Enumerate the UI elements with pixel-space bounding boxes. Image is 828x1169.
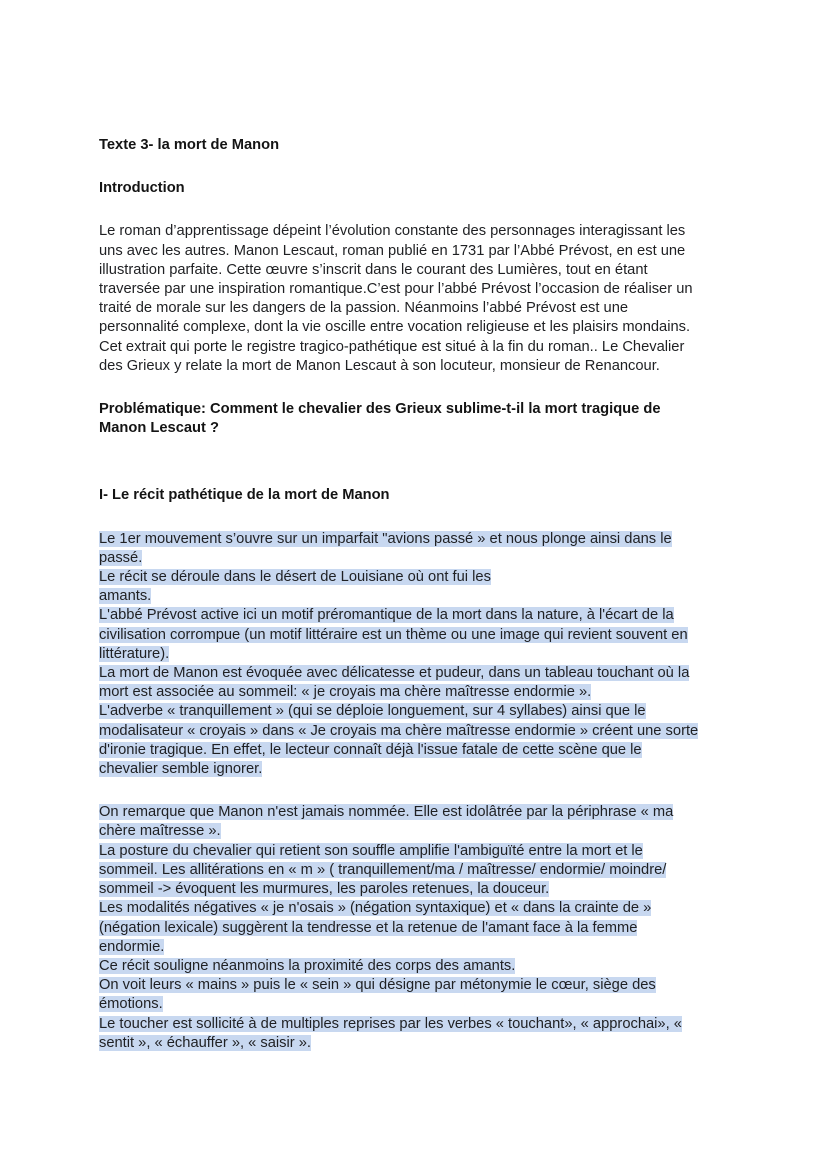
introduction-paragraph-line [99, 357, 740, 376]
blank-line [99, 506, 740, 530]
highlighted-text: endormie. [99, 938, 165, 955]
text-span: des Grieux y relate la mort de Manon Lescaut à son locuteur, monsieur de Renancour. [99, 357, 660, 374]
text-span: illustration parfaite. Cette œuvre s’inscrit dans le courant des Lumières, tout en étant [99, 261, 648, 278]
analysis-block-2-line [99, 861, 740, 880]
highlighted-text: Ce récit souligne néanmoins la proximité des corps des amants. [99, 957, 516, 974]
introduction-paragraph-line [99, 242, 740, 261]
highlighted-text: La posture du chevalier qui retient son souffle amplifie l'ambiguïté entre la mort et le [99, 842, 643, 859]
text-span: traité de morale sur les dangers de la passion. Néanmoins l’abbé Prévost est une [99, 300, 629, 317]
highlighted-text: littérature). [99, 645, 170, 662]
highlighted-text: émotions. [99, 996, 163, 1013]
highlighted-text: sommeil. Les allitérations en « m » ( tranquillement/ma / maîtresse/ endormie/ moindre/ [99, 861, 667, 878]
highlighted-text: L'abbé Prévost active ici un motif préromantique de la mort dans la nature, à l'écart de la [99, 607, 674, 624]
introduction-heading-line [99, 179, 740, 198]
analysis-block-1-line [99, 645, 740, 664]
highlighted-text: On remarque que Manon n'est jamais nommée. Elle est idolâtrée par la périphrase « ma [99, 804, 674, 821]
text-span: Le roman d’apprentissage dépeint l’évolution constante des personnages interagissant les [99, 223, 686, 240]
highlighted-text: modalisateur « croyais » dans « Je croyais ma chère maîtresse endormie » créent une sorte [99, 722, 699, 739]
analysis-block-2-line [99, 995, 740, 1014]
text-span: personnalité complexe, dont la vie oscille entre vocation religieuse et les plaisirs mondains. [99, 319, 691, 336]
highlighted-text: Le 1er mouvement s’ouvre sur un imparfait "avions passé » et nous plonge ainsi dans le [99, 530, 672, 547]
analysis-block-2-line [99, 976, 740, 995]
text-span: Problématique: Comment le chevalier des Grieux sublime-t-il la mort tragique de [99, 401, 661, 418]
analysis-block-1-line [99, 702, 740, 721]
analysis-block-1-line [99, 664, 740, 683]
text-span: traversée par une inspiration romantique.C’est pour l’abbé Prévost l’occasion de réaliser un [99, 281, 693, 298]
analysis-block-2-line [99, 899, 740, 918]
text-span: Texte 3- la mort de Manon [99, 137, 280, 153]
analysis-block-2-line [99, 803, 740, 822]
highlighted-text: La mort de Manon est évoquée avec délicatesse et pudeur, dans un tableau touchant où la [99, 665, 690, 682]
text-span: uns avec les autres. Manon Lescaut, roman publié en 1731 par l’Abbé Prévost, en est une [99, 242, 686, 259]
highlighted-text: civilisation corrompue (un motif littéraire est un thème ou une image qui revient souvent en [99, 626, 688, 643]
problematique-heading-line [99, 419, 740, 438]
section-1-heading-line [99, 486, 740, 505]
analysis-block-1-line [99, 741, 740, 760]
blank-line [99, 376, 740, 400]
highlighted-text: (négation lexicale) suggèrent la tendresse et la retenue de l'amant face à la femme [99, 919, 638, 936]
introduction-paragraph-line [99, 280, 740, 299]
introduction-paragraph-line [99, 338, 740, 357]
analysis-block-2-line [99, 822, 740, 841]
highlighted-text: Le récit se déroule dans le désert de Louisiane où ont fui les [99, 569, 491, 586]
blank-line [99, 198, 740, 222]
blank-line [99, 462, 740, 486]
analysis-block-2-line [99, 880, 740, 899]
text-span: Manon Lescaut ? [99, 420, 219, 437]
document-title-line [99, 136, 740, 155]
blank-line [99, 438, 740, 462]
text-span: I- Le récit pathétique de la mort de Manon [99, 487, 390, 504]
analysis-block-1-line [99, 587, 740, 606]
analysis-block-2-line [99, 1034, 740, 1053]
introduction-paragraph-line [99, 222, 740, 241]
highlighted-text: Le toucher est sollicité à de multiples reprises par les verbes « touchant», « approchai», « [99, 1015, 682, 1032]
analysis-block-1-line [99, 530, 740, 549]
highlighted-text: d'ironie tragique. En effet, le lecteur connaît déjà l'issue fatale de cette scène que le [99, 741, 642, 758]
highlighted-text: L'adverbe « tranquillement » (qui se déploie longuement, sur 4 syllabes) ainsi que le [99, 703, 646, 720]
highlighted-text: chevalier semble ignorer. [99, 761, 263, 778]
analysis-block-2-line [99, 1015, 740, 1034]
highlighted-text: amants. [99, 588, 152, 605]
text-span: Cet extrait qui porte le registre tragico-pathétique est situé à la fin du roman.. Le Chevalier [99, 338, 685, 355]
analysis-block-1-line [99, 549, 740, 568]
introduction-paragraph-line [99, 261, 740, 280]
blank-line [99, 779, 740, 803]
analysis-block-2-line [99, 919, 740, 938]
introduction-paragraph-line [99, 318, 740, 337]
highlighted-text: Les modalités négatives « je n'osais » (négation syntaxique) et « dans la crainte de » [99, 900, 652, 917]
analysis-block-2-line [99, 938, 740, 957]
analysis-block-1-line [99, 626, 740, 645]
highlighted-text: On voit leurs « mains » puis le « sein » qui désigne par métonymie le cœur, siège des [99, 977, 656, 994]
highlighted-text: passé. [99, 549, 143, 566]
problematique-heading-line [99, 400, 740, 419]
analysis-block-1-line [99, 760, 740, 779]
analysis-block-2-line [99, 957, 740, 976]
analysis-block-2-line [99, 842, 740, 861]
highlighted-text: mort est associée au sommeil: « je croyais ma chère maîtresse endormie ». [99, 684, 592, 701]
highlighted-text: chère maîtresse ». [99, 823, 221, 840]
analysis-block-1-line [99, 568, 740, 587]
highlighted-text: sentit », « échauffer », « saisir ». [99, 1034, 312, 1051]
analysis-block-1-line [99, 606, 740, 625]
text-span: Introduction [99, 180, 185, 197]
analysis-block-1-line [99, 683, 740, 702]
document-content [99, 136, 740, 1053]
blank-line [99, 155, 740, 179]
analysis-block-1-line [99, 722, 740, 741]
highlighted-text: sommeil -> évoquent les murmures, les paroles retenues, la douceur. [99, 881, 550, 898]
introduction-paragraph-line [99, 299, 740, 318]
